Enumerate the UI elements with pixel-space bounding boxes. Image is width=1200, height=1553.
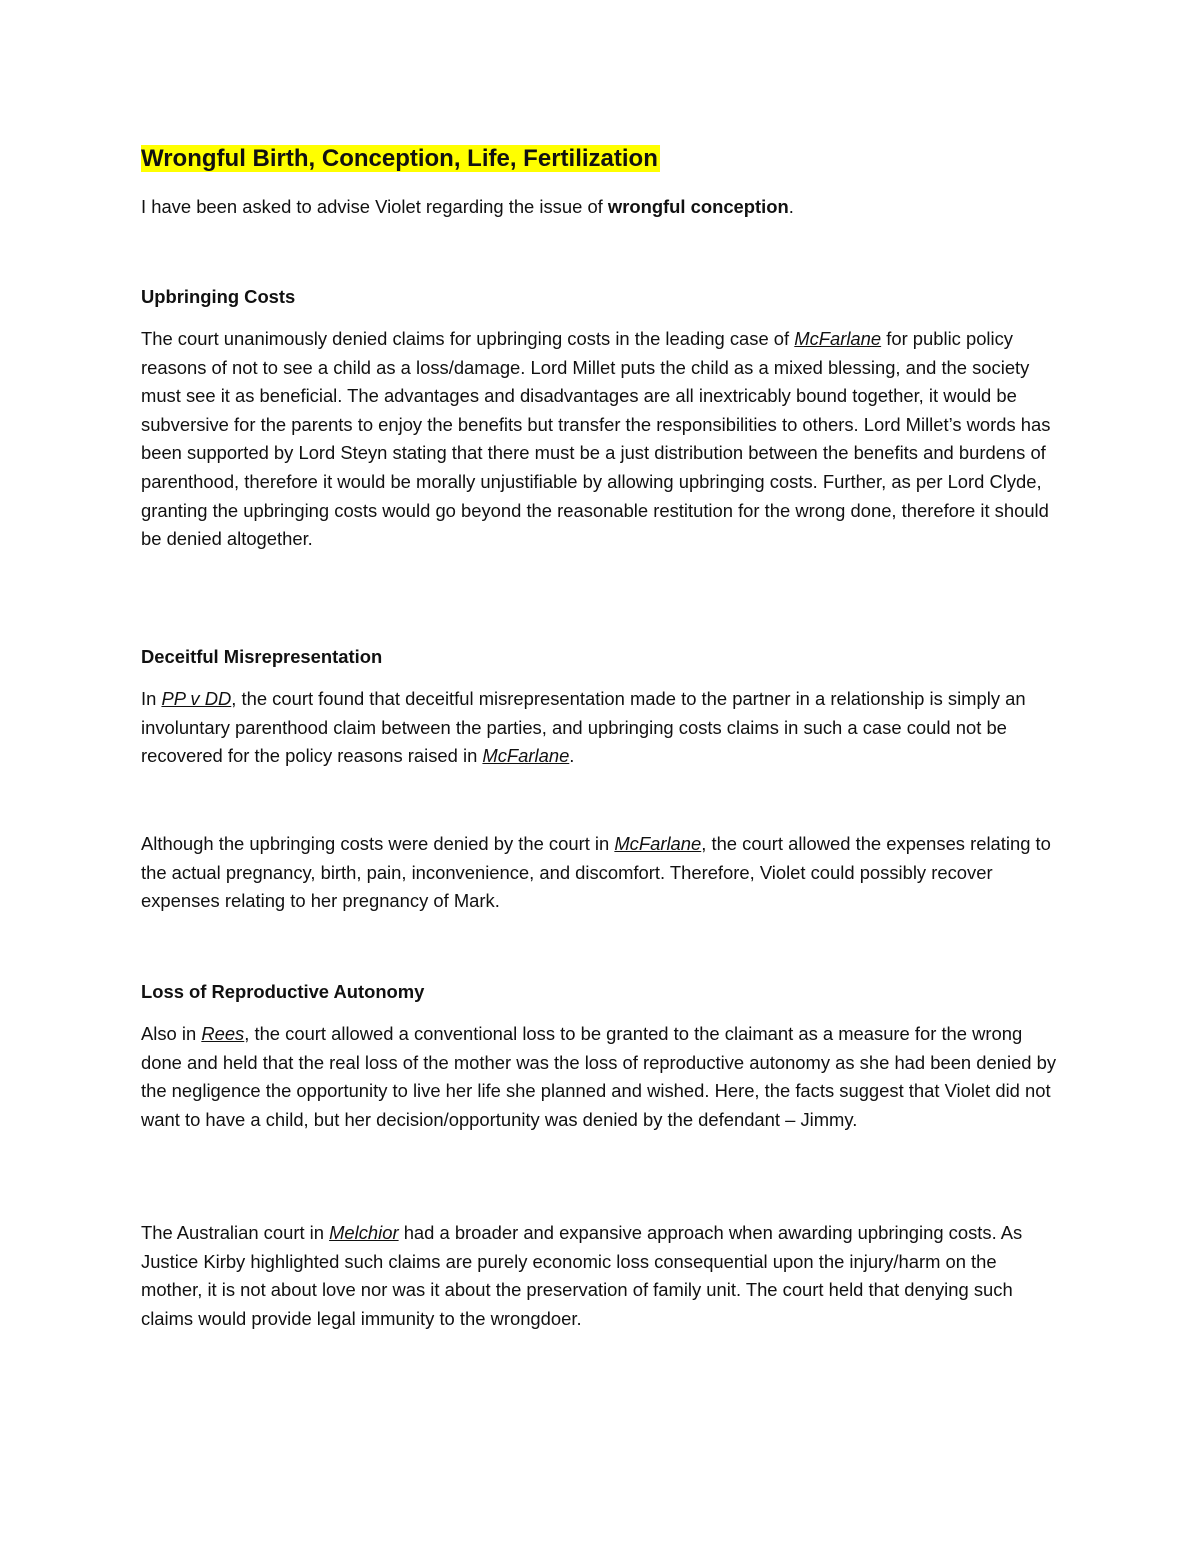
paragraph-reproductive-autonomy xyxy=(141,1020,1061,1134)
paragraph-text: Although the upbringing costs were denied by the court in xyxy=(141,833,615,854)
paragraph-text: , the court allowed a conventional loss to be granted to the claimant as a measure for the wrong done and held that the real loss of the mother was the loss of reproductive autonomy as she had been denied by the negligence the opportunity to live her life she planned and wished. Here, the facts suggest that Violet did not want to have a child, but her decision/opportunity was denied by the defendant – Jimmy. xyxy=(141,1023,1057,1130)
case-citation-mcfarlane: McFarlane xyxy=(614,833,702,854)
paragraph-text: Also in xyxy=(141,1023,202,1044)
intro-bold-term: wrongful conception xyxy=(607,196,789,217)
document-page xyxy=(141,140,1061,1329)
paragraph-australian-court xyxy=(141,1219,1061,1333)
paragraph-deceitful-misrepresentation xyxy=(141,685,1061,771)
paragraph-text: In xyxy=(141,688,162,709)
paragraph-pregnancy-expenses xyxy=(141,830,1061,916)
intro-paragraph xyxy=(141,193,794,222)
heading-deceitful-misrepresentation: Deceitful Misrepresentation xyxy=(141,646,383,667)
heading-loss-of-reproductive-autonomy: Loss of Reproductive Autonomy xyxy=(141,981,425,1002)
paragraph-text: , the court found that deceitful misrepresentation made to the partner in a relationship is simply an involuntary parenthood claim between the parties, and upbringing costs claims in such a case could not be recovered for the policy reasons raised in xyxy=(141,688,1026,767)
paragraph-text: , the court allowed the expenses relating to the actual pregnancy, birth, pain, inconvenience, and discomfort. Therefore, Violet could possibly recover expenses relating to her pregnancy of Mark. xyxy=(141,833,1051,912)
paragraph-text: The Australian court in xyxy=(141,1222,330,1243)
document-title xyxy=(141,140,1061,178)
case-citation-pp-v-dd: PP v DD xyxy=(161,688,232,709)
paragraph-text: . xyxy=(569,745,575,767)
paragraph-text: had a broader and expansive approach when awarding upbringing costs. As Justice Kirby highlighted such claims are purely economic loss consequential upon the injury/harm on the mother, it is not about love nor was it about the preservation of family unit. The court held that denying such claims would provide legal immunity to the wrongdoer. xyxy=(141,1222,1023,1329)
paragraph-text: for public policy reasons of not to see a child as a loss/damage. Lord Millet puts the child as a mixed blessing, and the society must see it as beneficial. The advantages and disadvantages are all inextricably bound together, it would be subversive for the parents to enjoy the benefits but transfer the responsibilities to others. Lord Millet’s words has been supported by Lord Steyn stating that there must be a just distribution between the benefits and burdens of parenthood, therefore it would be morally unjustifiable by allowing upbringing costs. Further, as per Lord Clyde, granting the upbringing costs would go beyond the reasonable restitution for the wrong done, therefore it should be denied altogether. xyxy=(141,328,1051,550)
heading-upbringing-costs: Upbringing Costs xyxy=(141,286,296,307)
case-citation-mcfarlane: McFarlane xyxy=(794,328,882,349)
paragraph-text: The court unanimously denied claims for upbringing costs in the leading case of xyxy=(141,328,795,349)
case-citation-rees: Rees xyxy=(201,1023,245,1044)
intro-text: I have been asked to advise Violet regarding the issue of xyxy=(141,196,608,217)
case-citation-mcfarlane: McFarlane xyxy=(482,745,570,767)
case-citation-melchior: Melchior xyxy=(329,1222,399,1243)
title-highlight: Wrongful Birth, Conception, Life, Fertilization xyxy=(141,145,658,172)
paragraph-upbringing-costs xyxy=(141,325,1061,554)
intro-end: . xyxy=(788,196,794,217)
